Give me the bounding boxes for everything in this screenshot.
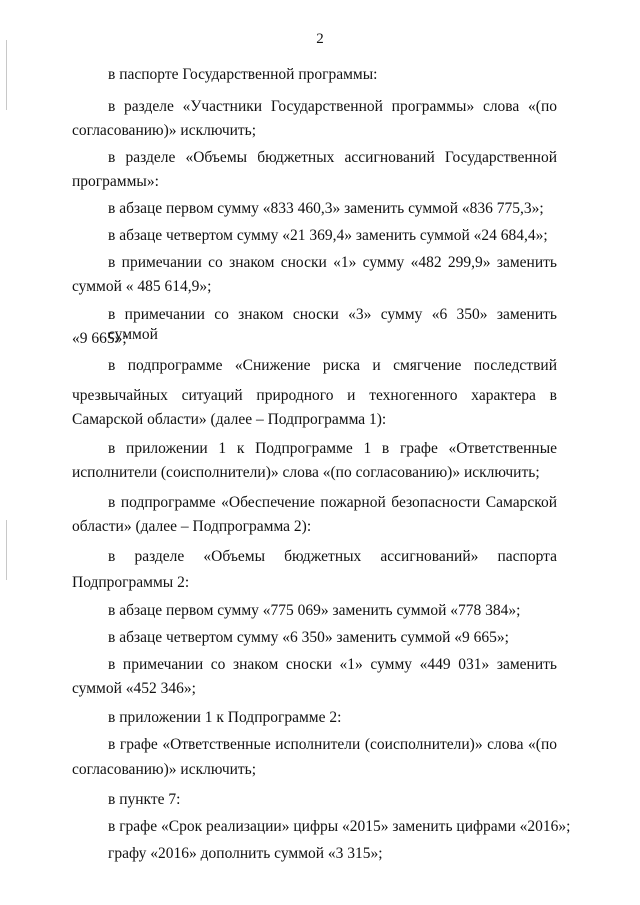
paragraph-line: «9 665»; — [72, 330, 127, 347]
paragraph-line: в абзаце первом сумму «833 460,3» заменить суммой «836 775,3»; — [108, 200, 544, 217]
paragraph-line: в примечании со знаком сноски «1» сумму «449 031» заменить — [108, 656, 557, 673]
paragraph-line: программы»: — [72, 173, 159, 190]
paragraph-line: в абзаце четвертом сумму «21 369,4» заменить суммой «24 684,4»; — [108, 227, 548, 244]
paragraph-line: в разделе «Участники Государственной программы» слова «(по — [108, 98, 557, 115]
scan-edge-mark — [6, 520, 7, 580]
paragraph-line: чрезвычайных ситуаций природного и техногенного характера в — [72, 387, 557, 404]
paragraph-line: в графе «Срок реализации» цифры «2015» заменить цифрами «2016»; — [108, 818, 571, 835]
paragraph-line: в абзаце первом сумму «775 069» заменить суммой «778 384»; — [108, 602, 521, 619]
paragraph-line: в разделе «Объемы бюджетных ассигнований» паспорта — [108, 548, 557, 565]
paragraph-line: в пункте 7: — [108, 791, 181, 808]
paragraph-line: в разделе «Объемы бюджетных ассигнований Государственной — [108, 149, 557, 166]
paragraph-line: согласованию)» исключить; — [72, 122, 257, 139]
paragraph-line: в примечании со знаком сноски «3» сумму «6 350» заменить суммой — [108, 306, 557, 343]
paragraph-line: Подпрограммы 2: — [72, 574, 190, 591]
paragraph-line: в графе «Ответственные исполнители (соисполнители)» слова «(по — [108, 736, 557, 753]
paragraph-line: области» (далее – Подпрограмма 2): — [72, 518, 312, 535]
paragraph-line: суммой « 485 614,9»; — [72, 278, 212, 295]
paragraph-line: в приложении 1 к Подпрограмме 1 в графе «Ответственные — [108, 440, 557, 457]
paragraph-line: в подпрограмме «Снижение риска и смягчение последствий — [108, 357, 557, 374]
paragraph-line: исполнители (соисполнители)» слова «(по согласованию)» исключить; — [72, 464, 540, 481]
page-number: 2 — [316, 31, 324, 47]
scan-edge-mark — [6, 40, 7, 110]
paragraph-line: в паспорте Государственной программы: — [108, 66, 378, 83]
paragraph-line: в подпрограмме «Обеспечение пожарной безопасности Самарской — [108, 494, 557, 511]
paragraph-line: в примечании со знаком сноски «1» сумму «482 299,9» заменить — [108, 254, 557, 271]
paragraph-line: Самарской области» (далее – Подпрограмма 1): — [72, 411, 387, 428]
paragraph-line: графу «2016» дополнить суммой «3 315»; — [108, 845, 383, 862]
paragraph-line: согласованию)» исключить; — [72, 761, 257, 778]
paragraph-line: суммой «452 346»; — [72, 680, 196, 697]
paragraph-line: в приложении 1 к Подпрограмме 2: — [108, 709, 342, 726]
paragraph-line: в абзаце четвертом сумму «6 350» заменить суммой «9 665»; — [108, 629, 509, 646]
